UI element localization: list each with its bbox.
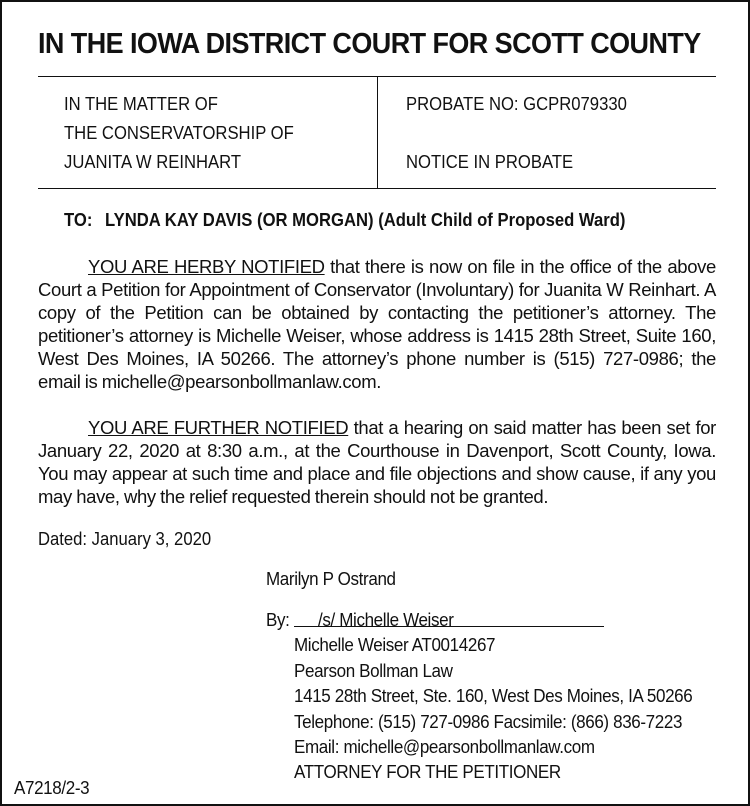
ad-code: A7218/2-3 xyxy=(14,777,90,798)
notice-lead-2: YOU ARE FURTHER NOTIFIED xyxy=(88,417,349,438)
addressee-name: LYNDA KAY DAVIS (OR MORGAN) (Adult Child of Proposed Ward) xyxy=(104,209,626,230)
notice-text-2: that a hearing on said matter has been set for January 22, 2020 at 8:30 a.m., at the Courthouse in Davenport, Scott County, Iowa. You may appear at such time and place and file objections and show cause, if any you may have, why the relief requested therein should not be granted. xyxy=(38,417,716,507)
signature-line xyxy=(294,626,604,627)
dated-line: Dated: January 3, 2020 xyxy=(38,528,212,549)
notice-paragraph-1 xyxy=(38,255,716,393)
phone-fax-line: Telephone: (515) 727-0986 Facsimile: (866) 836-7223 xyxy=(294,711,683,732)
attorney-role-line: ATTORNEY FOR THE PETITIONER xyxy=(294,761,561,782)
clerk-name: Marilyn P Ostrand xyxy=(266,568,396,589)
notice-text-1: that there is now on file in the office of the above Court a Petition for Appointment of Conservator (Involuntary) for Juanita W Reinhart. A copy of the Petition can be obtained by contacting the petitioner’s attorney. The petitioner’s attorney is Michelle Weiser, whose address is 1415 28th Street, Suite 160, West Des Moines, IA 50266. The attorney’s phone number is (515) 727-0986; the email is michelle@pearsonbollmanlaw.com. xyxy=(38,256,717,392)
caption-divider xyxy=(377,76,378,189)
law-firm-line: Pearson Bollman Law xyxy=(294,660,453,681)
caption-matter-line-1: IN THE MATTER OF xyxy=(64,93,218,114)
notice-lead-1: YOU ARE HERBY NOTIFIED xyxy=(88,256,325,277)
by-label: By: xyxy=(266,609,290,630)
addressee-label: TO: xyxy=(64,209,93,230)
email-line: Email: michelle@pearsonbollmanlaw.com xyxy=(294,736,595,757)
addressee xyxy=(64,209,625,231)
caption-bottom-rule xyxy=(38,188,716,189)
probate-number: PROBATE NO: GCPR079330 xyxy=(406,93,627,114)
court-title: IN THE IOWA DISTRICT COURT FOR SCOTT COUNTY xyxy=(38,28,701,60)
notice-paragraph-2 xyxy=(38,416,716,508)
attorney-name-line: Michelle Weiser AT0014267 xyxy=(294,634,496,655)
document-type: NOTICE IN PROBATE xyxy=(406,151,574,172)
caption-matter-line-3: JUANITA W REINHART xyxy=(64,151,242,172)
caption-matter-line-2: THE CONSERVATORSHIP OF xyxy=(64,122,294,143)
electronic-signature: /s/ Michelle Weiser xyxy=(318,609,454,630)
address-line: 1415 28th Street, Ste. 160, West Des Moines, IA 50266 xyxy=(294,685,693,706)
